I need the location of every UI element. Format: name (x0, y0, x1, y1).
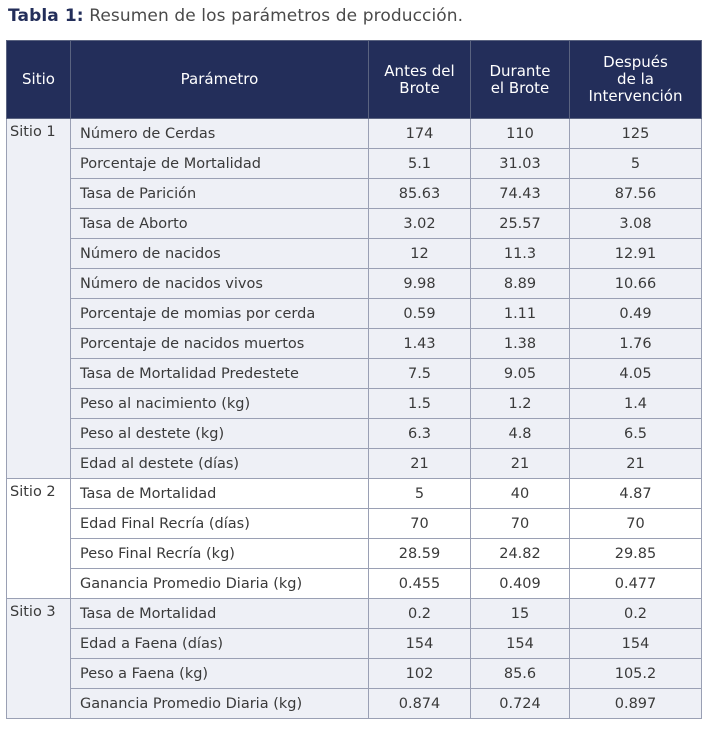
antes-cell: 70 (369, 509, 471, 539)
table-caption (8, 6, 463, 26)
header-antes (369, 41, 471, 119)
antes-cell: 9.98 (369, 269, 471, 299)
despues-cell: 4.87 (570, 479, 702, 509)
table-row (7, 179, 702, 209)
param-cell: Peso Final Recría (kg) (71, 539, 369, 569)
antes-cell: 6.3 (369, 419, 471, 449)
table-row (7, 239, 702, 269)
header-durante-line2: el Brote (490, 78, 550, 97)
table-row (7, 479, 702, 509)
durante-cell: 21 (471, 449, 570, 479)
header-despues-line1: Después (603, 53, 668, 71)
param-cell: Tasa de Parición (71, 179, 369, 209)
header-durante-line1: Durante (489, 61, 551, 80)
durante-cell: 154 (471, 629, 570, 659)
param-cell: Tasa de Mortalidad (71, 479, 369, 509)
antes-cell: 174 (369, 119, 471, 149)
antes-cell: 0.59 (369, 299, 471, 329)
param-cell: Porcentaje de nacidos muertos (71, 329, 369, 359)
table-row (7, 449, 702, 479)
despues-cell: 87.56 (570, 179, 702, 209)
despues-cell: 1.76 (570, 329, 702, 359)
header-despues-line2: de la (617, 70, 654, 88)
header-durante (471, 41, 570, 119)
durante-cell: 70 (471, 509, 570, 539)
param-cell: Tasa de Mortalidad (71, 599, 369, 629)
despues-cell: 154 (570, 629, 702, 659)
durante-cell: 15 (471, 599, 570, 629)
despues-cell: 0.897 (570, 689, 702, 719)
site-cell: Sitio 1 (7, 119, 71, 479)
table-row (7, 149, 702, 179)
param-cell: Número de Cerdas (71, 119, 369, 149)
param-cell: Ganancia Promedio Diaria (kg) (71, 689, 369, 719)
header-antes-line1: Antes del (384, 61, 455, 80)
table-row (7, 269, 702, 299)
despues-cell: 70 (570, 509, 702, 539)
despues-cell: 1.4 (570, 389, 702, 419)
table-row (7, 569, 702, 599)
table-row (7, 359, 702, 389)
durante-cell: 31.03 (471, 149, 570, 179)
despues-cell: 125 (570, 119, 702, 149)
site-cell: Sitio 3 (7, 599, 71, 719)
table-row (7, 539, 702, 569)
durante-cell: 8.89 (471, 269, 570, 299)
antes-cell: 0.2 (369, 599, 471, 629)
param-cell: Edad al destete (días) (71, 449, 369, 479)
durante-cell: 40 (471, 479, 570, 509)
despues-cell: 6.5 (570, 419, 702, 449)
durante-cell: 1.11 (471, 299, 570, 329)
despues-cell: 21 (570, 449, 702, 479)
despues-cell: 105.2 (570, 659, 702, 689)
param-cell: Porcentaje de Mortalidad (71, 149, 369, 179)
param-cell: Porcentaje de momias por cerda (71, 299, 369, 329)
durante-cell: 0.724 (471, 689, 570, 719)
table-row (7, 209, 702, 239)
durante-cell: 4.8 (471, 419, 570, 449)
param-cell: Tasa de Mortalidad Predestete (71, 359, 369, 389)
table-row (7, 689, 702, 719)
header-antes-line2: Brote (399, 78, 440, 97)
param-cell: Peso al nacimiento (kg) (71, 389, 369, 419)
antes-cell: 85.63 (369, 179, 471, 209)
header-row (7, 41, 702, 119)
despues-cell: 0.49 (570, 299, 702, 329)
durante-cell: 74.43 (471, 179, 570, 209)
antes-cell: 1.43 (369, 329, 471, 359)
antes-cell: 0.874 (369, 689, 471, 719)
param-cell: Tasa de Aborto (71, 209, 369, 239)
despues-cell: 0.2 (570, 599, 702, 629)
param-cell: Edad Final Recría (días) (71, 509, 369, 539)
header-site: Sitio (7, 41, 71, 119)
antes-cell: 154 (369, 629, 471, 659)
antes-cell: 3.02 (369, 209, 471, 239)
antes-cell: 21 (369, 449, 471, 479)
durante-cell: 1.38 (471, 329, 570, 359)
table-row (7, 599, 702, 629)
antes-cell: 28.59 (369, 539, 471, 569)
antes-cell: 5 (369, 479, 471, 509)
durante-cell: 9.05 (471, 359, 570, 389)
despues-cell: 0.477 (570, 569, 702, 599)
antes-cell: 5.1 (369, 149, 471, 179)
durante-cell: 25.57 (471, 209, 570, 239)
header-param: Parámetro (71, 41, 369, 119)
table-row (7, 389, 702, 419)
param-cell: Número de nacidos vivos (71, 269, 369, 299)
durante-cell: 110 (471, 119, 570, 149)
despues-cell: 4.05 (570, 359, 702, 389)
antes-cell: 1.5 (369, 389, 471, 419)
param-cell: Edad a Faena (días) (71, 629, 369, 659)
table-row (7, 509, 702, 539)
durante-cell: 11.3 (471, 239, 570, 269)
despues-cell: 12.91 (570, 239, 702, 269)
despues-cell: 3.08 (570, 209, 702, 239)
despues-cell: 29.85 (570, 539, 702, 569)
table-row (7, 629, 702, 659)
table-row (7, 119, 702, 149)
param-cell: Ganancia Promedio Diaria (kg) (71, 569, 369, 599)
antes-cell: 102 (369, 659, 471, 689)
table-row (7, 419, 702, 449)
header-despues-line3: Intervención (588, 87, 683, 105)
param-cell: Peso a Faena (kg) (71, 659, 369, 689)
durante-cell: 85.6 (471, 659, 570, 689)
table-body (7, 119, 702, 719)
table-row (7, 329, 702, 359)
production-parameters-table (6, 40, 702, 719)
despues-cell: 10.66 (570, 269, 702, 299)
caption-label: Tabla 1: (8, 6, 84, 26)
header-despues (570, 41, 702, 119)
param-cell: Peso al destete (kg) (71, 419, 369, 449)
param-cell: Número de nacidos (71, 239, 369, 269)
antes-cell: 7.5 (369, 359, 471, 389)
antes-cell: 0.455 (369, 569, 471, 599)
despues-cell: 5 (570, 149, 702, 179)
durante-cell: 1.2 (471, 389, 570, 419)
durante-cell: 0.409 (471, 569, 570, 599)
table-row (7, 659, 702, 689)
caption-text: Resumen de los parámetros de producción. (83, 6, 464, 26)
durante-cell: 24.82 (471, 539, 570, 569)
table-row (7, 299, 702, 329)
site-cell: Sitio 2 (7, 479, 71, 599)
antes-cell: 12 (369, 239, 471, 269)
